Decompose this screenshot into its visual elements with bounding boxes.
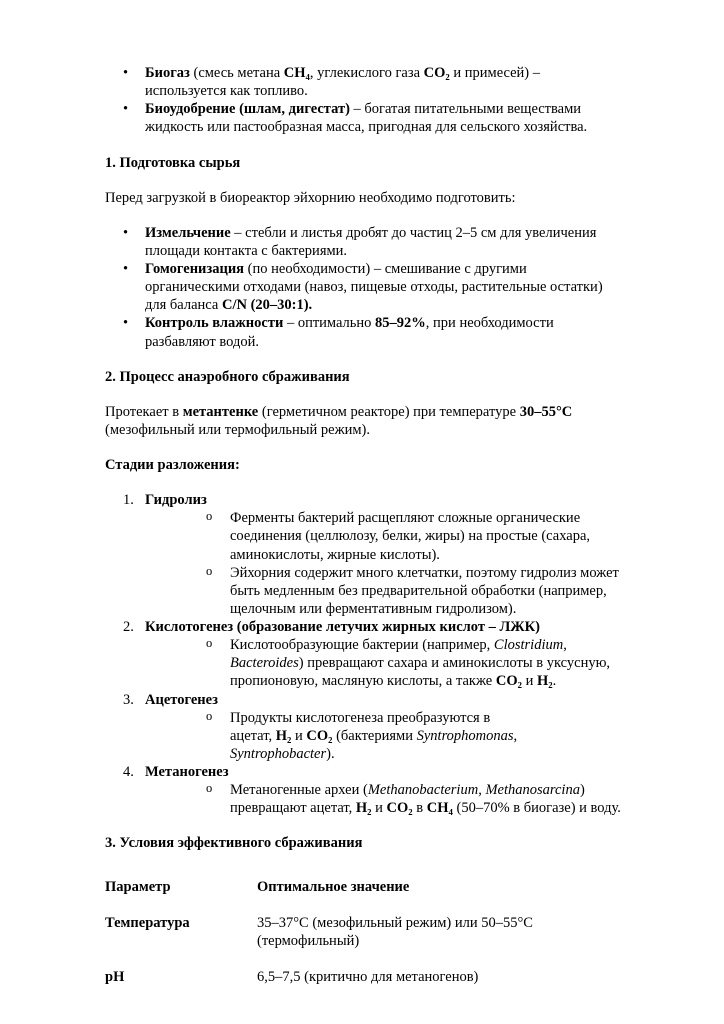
- sub-bullet-item: [145, 781, 624, 817]
- bullet-marker: •: [123, 101, 129, 118]
- stage-title: Ацетогенез: [145, 691, 218, 708]
- section-heading-2: 2. Процесс анаэробного сбраживания: [105, 368, 350, 385]
- sub-bullet-item: [145, 709, 624, 763]
- bullet-item: [105, 64, 624, 100]
- sub-bullet-marker: o: [206, 509, 213, 524]
- sub-bullet-text: Кислотообразующие бактерии (например, Clostridium, Bacteroides) превращают сахара и аминокислоты в уксусную, пропионовую, масляную кислоты, а также CO₂ и H₂.: [230, 637, 611, 690]
- sub-bullet-text: Метаногенные археи (Methanobacterium, Methanosarcina) превращают ацетат, H₂ и CO₂ в CH₄ (50–70% в биогазе) и воду.: [230, 782, 621, 817]
- sub-bullet-marker: o: [206, 636, 213, 651]
- value-cell: 6,5–7,5 (критично для метаногенов): [257, 968, 479, 985]
- sub-bullet-list: [145, 509, 624, 618]
- parameters-table: [105, 870, 624, 997]
- numbered-item: [105, 763, 624, 817]
- numbered-item: [105, 491, 624, 618]
- paragraph: Протекает в метантенке (герметичном реакторе) при температуре 30–55°C (мезофильный или термофильный режим).: [105, 403, 573, 438]
- sub-bullet-text: Продукты кислотогенеза преобразуются в ацетат, H₂ и CO₂ (бактериями Syntrophomonas, Syntrophobacter).: [230, 709, 518, 762]
- table-header-value: Оптимальное значение: [257, 878, 410, 895]
- item-number: 4.: [123, 764, 134, 780]
- numbered-item: [105, 691, 624, 764]
- bullet-text: Биогаз (смесь метана CH₄, углекислого газа CO₂ и примесей) – используется как топливо.: [145, 65, 541, 100]
- section-heading-1: 1. Подготовка сырья: [105, 154, 241, 171]
- sub-bullet-list: [145, 636, 624, 690]
- bullet-item: [105, 100, 624, 136]
- sub-bullet-item: [145, 636, 624, 690]
- parameter-cell: pH: [105, 968, 125, 985]
- bullet-marker: •: [123, 65, 129, 81]
- sub-bullet-text: Ферменты бактерий расщепляют сложные органические соединения (целлюлозу, белки, жиры) на простые (сахара, аминокислоты, жирные кислоты).: [230, 510, 591, 563]
- table-row: [105, 906, 624, 960]
- sub-bullet-marker: o: [206, 563, 213, 578]
- bullet-item: [105, 260, 624, 314]
- bullet-text: Контроль влажности – оптимально 85–92%, при необходимости разбавляют водой.: [145, 315, 554, 350]
- table-header-row: [105, 870, 624, 906]
- value-cell: 35–37°C (мезофильный режим) или 50–55°C (термофильный): [257, 914, 533, 949]
- bullet-text: Гомогенизация (по необходимости) – смешивание с другими органическими отходами (навоз, пищевые отходы, растительные остатки) для баланса C/N (20–30:1).: [145, 261, 603, 314]
- section-heading-3: 3. Условия эффективного сбраживания: [105, 835, 363, 852]
- bullet-text: Биоудобрение (шлам, дигестат) – богатая питательными веществами жидкость или пастообразная масса, пригодная для сельского хозяйства.: [145, 101, 588, 136]
- sub-bullet-item: [145, 564, 624, 618]
- item-number: 3.: [123, 691, 134, 708]
- sub-bullet-marker: o: [206, 781, 213, 796]
- stages-subheading: Стадии разложения:: [105, 457, 240, 473]
- bullet-item: [105, 314, 624, 350]
- parameter-cell: Температура: [105, 914, 190, 931]
- item-number: 2.: [123, 619, 134, 635]
- stages-numbered-list: [105, 491, 624, 817]
- sub-bullet-list: [145, 709, 624, 763]
- stage-title: Метаногенез: [145, 764, 229, 780]
- sub-bullet-marker: o: [206, 708, 213, 723]
- stage-title: Кислотогенез (образование летучих жирных кислот – ЛЖК): [145, 619, 540, 635]
- bullet-marker: •: [123, 224, 129, 241]
- bullet-text: Измельчение – стебли и листья дробят до частиц 2–5 см для увеличения площади контакта с бактериями.: [145, 224, 597, 259]
- item-number: 1.: [123, 492, 134, 509]
- stage-title: Гидролиз: [145, 492, 207, 509]
- intro-bullet-list: [105, 64, 624, 137]
- numbered-item: [105, 618, 624, 691]
- sub-bullet-list: [145, 781, 624, 817]
- bullet-marker: •: [123, 315, 129, 332]
- preparation-bullet-list: [105, 224, 624, 351]
- table-header-parameter: Параметр: [105, 878, 171, 895]
- bullet-item: [105, 224, 624, 260]
- sub-bullet-text: Эйхорния содержит много клетчатки, поэтому гидролиз может быть медленным без предварительной обработки (например, щелочным или ферментативным гидролизом).: [230, 564, 619, 617]
- bullet-marker: •: [123, 261, 129, 277]
- table-row: [105, 960, 624, 996]
- sub-bullet-item: [145, 509, 624, 563]
- paragraph: Перед загрузкой в биореактор эйхорнию необходимо подготовить:: [105, 189, 516, 206]
